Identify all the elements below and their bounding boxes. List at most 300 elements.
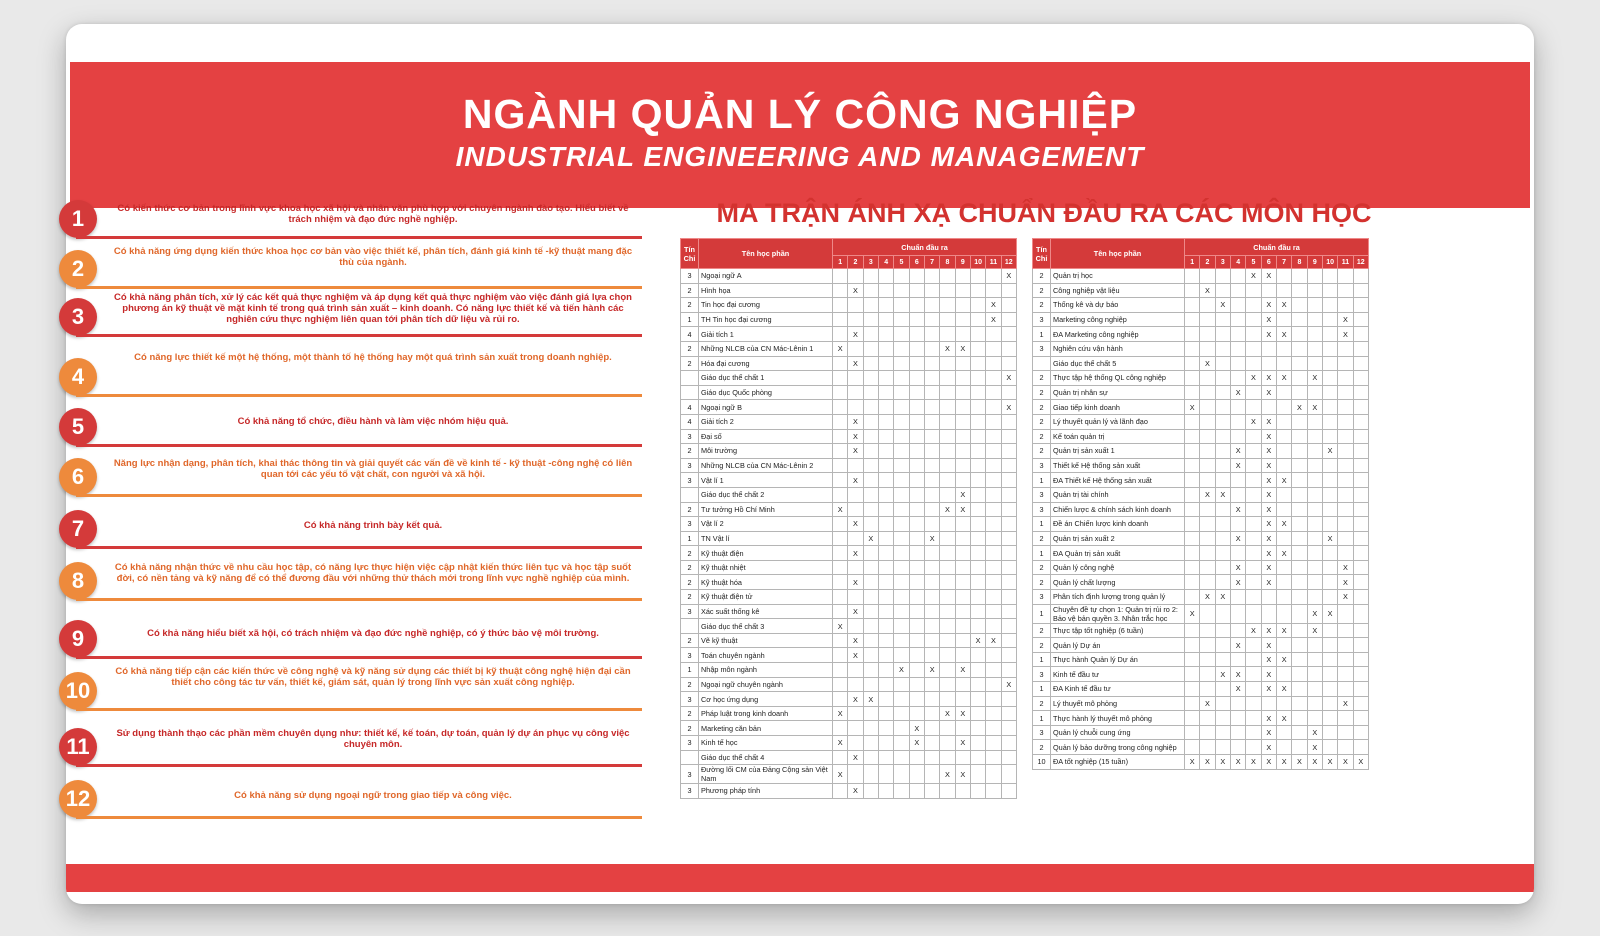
table-row bbox=[1033, 458, 1369, 473]
credits-cell: 3 bbox=[1033, 725, 1051, 740]
course-name-cell: Quản trị sản xuất 1 bbox=[1051, 444, 1185, 459]
mark-cell bbox=[1215, 385, 1230, 400]
mark-cell bbox=[1200, 652, 1215, 667]
course-name-cell: Kế toán quản trị bbox=[1051, 429, 1185, 444]
mark-cell bbox=[1338, 414, 1353, 429]
mark-cell bbox=[1185, 298, 1200, 313]
mark-cell bbox=[863, 341, 878, 356]
mark-cell bbox=[1276, 667, 1291, 682]
mark-cell bbox=[1215, 725, 1230, 740]
mark-cell bbox=[878, 736, 893, 751]
mark-cell bbox=[894, 269, 909, 284]
mark-cell bbox=[848, 341, 863, 356]
mark-cell bbox=[924, 546, 939, 561]
mark-cell bbox=[1307, 312, 1322, 327]
outcome-number-badge: 8 bbox=[59, 562, 97, 600]
mark-cell bbox=[970, 663, 985, 678]
mark-cell bbox=[1322, 327, 1337, 342]
mark-cell bbox=[1338, 385, 1353, 400]
mark-cell bbox=[986, 546, 1001, 561]
table-row bbox=[1033, 298, 1369, 313]
mark-cell bbox=[833, 429, 848, 444]
mark-cell bbox=[1200, 371, 1215, 386]
credits-cell: 1 bbox=[1033, 473, 1051, 488]
mark-cell bbox=[1322, 667, 1337, 682]
mark-cell bbox=[1338, 283, 1353, 298]
course-name-cell: Giáo dục thể chất 4 bbox=[699, 750, 833, 765]
mark-cell bbox=[970, 327, 985, 342]
mark-cell bbox=[1353, 487, 1368, 502]
mark-cell bbox=[1001, 765, 1016, 784]
mark-cell bbox=[1246, 725, 1261, 740]
mark-cell: X bbox=[1215, 487, 1230, 502]
mark-cell: X bbox=[848, 575, 863, 590]
mark-cell: X bbox=[848, 356, 863, 371]
mark-cell bbox=[940, 385, 955, 400]
outcome-underline bbox=[76, 816, 642, 819]
credits-cell: 1 bbox=[681, 531, 699, 546]
mark-cell bbox=[909, 400, 924, 415]
mark-cell bbox=[924, 487, 939, 502]
mark-cell: X bbox=[1230, 575, 1245, 590]
mark-cell bbox=[1292, 531, 1307, 546]
mark-cell bbox=[1276, 604, 1291, 623]
mark-cell: X bbox=[986, 633, 1001, 648]
mark-cell bbox=[1307, 444, 1322, 459]
mark-cell bbox=[833, 356, 848, 371]
mark-cell: X bbox=[1276, 755, 1291, 770]
table-row bbox=[1033, 312, 1369, 327]
mark-cell bbox=[909, 356, 924, 371]
outcome-text: Có kiến thức cơ bản trong lĩnh vực khoa học xã hội và nhân văn phù hợp với chuyên ngành đào tạo. Hiểu biết về trách nhiệm và đạo đức nghề nghiệp. bbox=[117, 203, 629, 225]
mark-cell bbox=[833, 269, 848, 284]
credits-cell: 2 bbox=[681, 444, 699, 459]
course-name-cell: Cơ học ứng dụng bbox=[699, 692, 833, 707]
mark-cell: X bbox=[1261, 385, 1276, 400]
table-row bbox=[681, 721, 1017, 736]
mark-cell bbox=[1322, 590, 1337, 605]
mark-cell: X bbox=[1292, 755, 1307, 770]
mark-cell bbox=[955, 560, 970, 575]
mark-cell: X bbox=[1215, 590, 1230, 605]
mark-cell bbox=[940, 604, 955, 619]
header-outcome-col-4: 4 bbox=[878, 256, 893, 269]
mark-cell bbox=[1200, 327, 1215, 342]
outcome-underline bbox=[76, 286, 642, 289]
mark-cell bbox=[1001, 692, 1016, 707]
mark-cell bbox=[1215, 502, 1230, 517]
mark-cell bbox=[1292, 371, 1307, 386]
table-row bbox=[681, 784, 1017, 799]
mark-cell bbox=[894, 458, 909, 473]
table-row bbox=[1033, 356, 1369, 371]
table-row bbox=[1033, 473, 1369, 488]
mark-cell bbox=[1292, 560, 1307, 575]
mark-cell bbox=[1246, 327, 1261, 342]
mark-cell bbox=[894, 400, 909, 415]
mark-cell bbox=[833, 560, 848, 575]
mark-cell bbox=[909, 283, 924, 298]
outcome-underline bbox=[76, 546, 642, 549]
mark-cell bbox=[863, 765, 878, 784]
mark-cell bbox=[848, 765, 863, 784]
mark-cell bbox=[909, 765, 924, 784]
mark-cell bbox=[1001, 648, 1016, 663]
mark-cell bbox=[940, 473, 955, 488]
mark-cell bbox=[1276, 385, 1291, 400]
course-name-cell: TN Vật lí bbox=[699, 531, 833, 546]
mark-cell bbox=[970, 517, 985, 532]
mark-cell bbox=[1215, 356, 1230, 371]
mark-cell bbox=[863, 784, 878, 799]
credits-cell: 1 bbox=[681, 312, 699, 327]
mark-cell bbox=[1322, 429, 1337, 444]
mark-cell bbox=[894, 414, 909, 429]
table-row bbox=[1033, 502, 1369, 517]
course-name-cell: Kỹ thuật điện tử bbox=[699, 590, 833, 605]
credits-cell: 3 bbox=[1033, 458, 1051, 473]
credits-cell: 2 bbox=[1033, 740, 1051, 755]
mark-cell bbox=[1338, 269, 1353, 284]
mark-cell bbox=[1353, 429, 1368, 444]
mark-cell bbox=[924, 677, 939, 692]
credits-cell: 2 bbox=[1033, 575, 1051, 590]
mark-cell bbox=[924, 619, 939, 634]
mark-cell bbox=[1307, 341, 1322, 356]
table-row bbox=[1033, 269, 1369, 284]
mark-cell bbox=[1185, 371, 1200, 386]
mark-cell bbox=[970, 341, 985, 356]
mark-cell bbox=[1215, 696, 1230, 711]
mark-cell: X bbox=[1338, 590, 1353, 605]
mark-cell bbox=[1200, 667, 1215, 682]
mark-cell bbox=[909, 429, 924, 444]
course-name-cell: Tư tưởng Hồ Chí Minh bbox=[699, 502, 833, 517]
mark-cell: X bbox=[986, 312, 1001, 327]
mark-cell bbox=[970, 590, 985, 605]
mark-cell bbox=[833, 531, 848, 546]
mark-cell bbox=[1276, 696, 1291, 711]
mark-cell bbox=[1322, 696, 1337, 711]
mark-cell bbox=[909, 517, 924, 532]
table-row bbox=[681, 575, 1017, 590]
table-row bbox=[681, 327, 1017, 342]
mark-cell bbox=[970, 648, 985, 663]
mark-cell bbox=[894, 444, 909, 459]
mark-cell: X bbox=[1276, 371, 1291, 386]
mark-cell bbox=[1215, 623, 1230, 638]
mark-cell bbox=[1261, 696, 1276, 711]
credits-cell bbox=[1033, 356, 1051, 371]
mark-cell bbox=[1322, 517, 1337, 532]
mark-cell bbox=[1246, 473, 1261, 488]
course-name-cell: ĐA Thiết kế Hệ thống sản xuất bbox=[1051, 473, 1185, 488]
mark-cell bbox=[1276, 414, 1291, 429]
mark-cell bbox=[1322, 546, 1337, 561]
mark-cell bbox=[1276, 502, 1291, 517]
mark-cell: X bbox=[924, 663, 939, 678]
mark-cell bbox=[1001, 663, 1016, 678]
header-outcome-col-1: 1 bbox=[1185, 256, 1200, 269]
course-name-cell: Giáo dục thể chất 2 bbox=[699, 487, 833, 502]
credits-cell: 2 bbox=[1033, 400, 1051, 415]
mark-cell bbox=[1353, 473, 1368, 488]
mark-cell bbox=[878, 502, 893, 517]
course-name-cell: ĐA Marketing công nghiệp bbox=[1051, 327, 1185, 342]
mark-cell bbox=[848, 721, 863, 736]
header-outcome-col-3: 3 bbox=[863, 256, 878, 269]
credits-cell: 3 bbox=[1033, 590, 1051, 605]
course-name-cell: Marketing công nghiệp bbox=[1051, 312, 1185, 327]
mark-cell bbox=[863, 312, 878, 327]
mark-cell bbox=[894, 298, 909, 313]
mark-cell bbox=[1322, 682, 1337, 697]
mark-cell bbox=[955, 546, 970, 561]
table-row bbox=[681, 502, 1017, 517]
credits-cell: 3 bbox=[681, 458, 699, 473]
mark-cell bbox=[1200, 575, 1215, 590]
mark-cell bbox=[833, 692, 848, 707]
mark-cell: X bbox=[1246, 269, 1261, 284]
mark-cell bbox=[940, 575, 955, 590]
course-name-cell: Thiết kế Hệ thống sản xuất bbox=[1051, 458, 1185, 473]
mark-cell bbox=[848, 269, 863, 284]
mark-cell: X bbox=[1261, 531, 1276, 546]
mark-cell bbox=[955, 604, 970, 619]
header-credits: Tín Chỉ bbox=[1033, 239, 1051, 269]
mark-cell bbox=[986, 487, 1001, 502]
mark-cell bbox=[955, 750, 970, 765]
mark-cell bbox=[1292, 604, 1307, 623]
mark-cell bbox=[1001, 517, 1016, 532]
mark-cell bbox=[1001, 356, 1016, 371]
course-name-cell: Lý thuyết quản lý và lãnh đạo bbox=[1051, 414, 1185, 429]
mark-cell bbox=[924, 356, 939, 371]
mark-cell bbox=[924, 371, 939, 386]
outcome-underline bbox=[76, 764, 642, 767]
mark-cell bbox=[940, 298, 955, 313]
mark-cell bbox=[970, 692, 985, 707]
mark-cell bbox=[1307, 575, 1322, 590]
course-name-cell: Công nghiệp vật liệu bbox=[1051, 283, 1185, 298]
header-course-name: Tên học phần bbox=[1051, 239, 1185, 269]
mark-cell bbox=[863, 663, 878, 678]
mark-cell bbox=[924, 312, 939, 327]
credits-cell: 3 bbox=[681, 784, 699, 799]
mark-cell bbox=[833, 371, 848, 386]
mark-cell bbox=[1353, 312, 1368, 327]
mark-cell bbox=[1338, 652, 1353, 667]
mark-cell: X bbox=[848, 414, 863, 429]
outcome-underline bbox=[76, 494, 642, 497]
course-name-cell: ĐA tốt nghiệp (15 tuần) bbox=[1051, 755, 1185, 770]
mark-cell bbox=[955, 371, 970, 386]
mark-cell bbox=[833, 458, 848, 473]
mark-cell bbox=[909, 269, 924, 284]
mark-cell: X bbox=[1261, 517, 1276, 532]
mark-cell bbox=[1246, 400, 1261, 415]
mark-cell bbox=[924, 327, 939, 342]
mark-cell: X bbox=[955, 736, 970, 751]
mark-cell bbox=[833, 444, 848, 459]
mark-cell bbox=[894, 604, 909, 619]
outcome-underline bbox=[76, 236, 642, 239]
credits-cell: 1 bbox=[681, 663, 699, 678]
mark-cell bbox=[1322, 638, 1337, 653]
mark-cell bbox=[909, 784, 924, 799]
mark-cell bbox=[833, 663, 848, 678]
mark-cell: X bbox=[955, 706, 970, 721]
table-row bbox=[1033, 623, 1369, 638]
table-row bbox=[1033, 682, 1369, 697]
mark-cell bbox=[1353, 725, 1368, 740]
table-row bbox=[681, 312, 1017, 327]
mark-cell bbox=[1185, 341, 1200, 356]
mark-cell bbox=[1215, 711, 1230, 726]
mark-cell bbox=[986, 706, 1001, 721]
credits-cell: 3 bbox=[1033, 312, 1051, 327]
mark-cell bbox=[894, 706, 909, 721]
header-outcome-col-10: 10 bbox=[970, 256, 985, 269]
mark-cell bbox=[1261, 356, 1276, 371]
mark-cell bbox=[1215, 414, 1230, 429]
mark-cell bbox=[986, 531, 1001, 546]
mark-cell bbox=[878, 531, 893, 546]
mark-cell bbox=[1353, 458, 1368, 473]
mark-cell bbox=[986, 502, 1001, 517]
mark-cell bbox=[863, 633, 878, 648]
mark-cell bbox=[1338, 667, 1353, 682]
mark-cell bbox=[1215, 473, 1230, 488]
outcome-number-badge: 10 bbox=[59, 672, 97, 710]
course-name-cell: Giáo dục thể chất 3 bbox=[699, 619, 833, 634]
mark-cell bbox=[1276, 400, 1291, 415]
table-row bbox=[681, 385, 1017, 400]
mark-cell bbox=[833, 604, 848, 619]
mark-cell bbox=[1001, 458, 1016, 473]
outcome-number-badge: 3 bbox=[59, 298, 97, 336]
mark-cell bbox=[1353, 327, 1368, 342]
course-name-cell: Hình họa bbox=[699, 283, 833, 298]
mark-cell bbox=[1322, 711, 1337, 726]
mark-cell bbox=[863, 560, 878, 575]
mark-cell: X bbox=[1261, 429, 1276, 444]
mark-cell bbox=[1185, 385, 1200, 400]
mark-cell bbox=[986, 648, 1001, 663]
mark-cell bbox=[1338, 473, 1353, 488]
mark-cell bbox=[986, 663, 1001, 678]
course-name-cell: Ngoại ngữ chuyên ngành bbox=[699, 677, 833, 692]
mark-cell: X bbox=[1200, 356, 1215, 371]
credits-cell: 2 bbox=[1033, 283, 1051, 298]
outcome-4 bbox=[50, 352, 670, 396]
mark-cell bbox=[940, 487, 955, 502]
mark-cell bbox=[1230, 546, 1245, 561]
mark-cell: X bbox=[1292, 400, 1307, 415]
mark-cell bbox=[878, 473, 893, 488]
mark-cell bbox=[833, 750, 848, 765]
mark-cell bbox=[1353, 341, 1368, 356]
mark-cell bbox=[986, 444, 1001, 459]
mark-cell bbox=[1353, 546, 1368, 561]
mark-cell: X bbox=[848, 692, 863, 707]
mark-cell bbox=[863, 298, 878, 313]
mark-cell bbox=[1215, 531, 1230, 546]
course-name-cell: ĐA Quản trị sản xuất bbox=[1051, 546, 1185, 561]
mark-cell bbox=[970, 560, 985, 575]
mark-cell bbox=[940, 560, 955, 575]
credits-cell: 3 bbox=[681, 429, 699, 444]
mark-cell bbox=[955, 298, 970, 313]
outcome-9 bbox=[50, 618, 670, 658]
course-name-cell: Ngoại ngữ A bbox=[699, 269, 833, 284]
mark-cell bbox=[909, 473, 924, 488]
mark-cell bbox=[924, 341, 939, 356]
mark-cell bbox=[863, 736, 878, 751]
mark-cell bbox=[1292, 385, 1307, 400]
table-row bbox=[681, 298, 1017, 313]
mark-cell: X bbox=[1261, 327, 1276, 342]
credits-cell: 2 bbox=[681, 677, 699, 692]
mark-cell bbox=[878, 575, 893, 590]
course-name-cell: Pháp luật trong kinh doanh bbox=[699, 706, 833, 721]
table-row bbox=[1033, 560, 1369, 575]
course-name-cell: Giáo dục thể chất 1 bbox=[699, 371, 833, 386]
mark-cell bbox=[940, 721, 955, 736]
outcome-1 bbox=[50, 198, 670, 238]
table-row bbox=[1033, 385, 1369, 400]
course-name-cell: Giáo dục thể chất 5 bbox=[1051, 356, 1185, 371]
mark-cell bbox=[863, 414, 878, 429]
mark-cell bbox=[1185, 560, 1200, 575]
mark-cell bbox=[1276, 341, 1291, 356]
mark-cell bbox=[1292, 312, 1307, 327]
table-row bbox=[681, 444, 1017, 459]
mark-cell: X bbox=[1261, 740, 1276, 755]
course-name-cell: Kỹ thuật điện bbox=[699, 546, 833, 561]
mark-cell bbox=[1215, 682, 1230, 697]
mark-cell bbox=[1215, 327, 1230, 342]
mark-cell bbox=[1322, 623, 1337, 638]
mark-cell bbox=[955, 784, 970, 799]
mark-cell bbox=[878, 590, 893, 605]
mark-cell bbox=[1246, 531, 1261, 546]
mark-cell bbox=[1230, 327, 1245, 342]
mark-cell bbox=[878, 619, 893, 634]
table-row bbox=[681, 692, 1017, 707]
mark-cell bbox=[1322, 385, 1337, 400]
mark-cell bbox=[909, 706, 924, 721]
mark-cell bbox=[848, 371, 863, 386]
mark-cell bbox=[924, 575, 939, 590]
mark-cell bbox=[833, 633, 848, 648]
mark-cell bbox=[1353, 682, 1368, 697]
mark-cell: X bbox=[848, 546, 863, 561]
mark-cell bbox=[1322, 740, 1337, 755]
course-name-cell: TH Tin học đại cương bbox=[699, 312, 833, 327]
mark-cell bbox=[1276, 283, 1291, 298]
title-vietnamese: NGÀNH QUẢN LÝ CÔNG NGHIỆP bbox=[462, 91, 1138, 137]
table-row bbox=[681, 677, 1017, 692]
credits-cell: 1 bbox=[1033, 711, 1051, 726]
mark-cell bbox=[986, 736, 1001, 751]
mark-cell bbox=[986, 458, 1001, 473]
mark-cell bbox=[1322, 502, 1337, 517]
mark-cell bbox=[1353, 638, 1368, 653]
mark-cell bbox=[1246, 356, 1261, 371]
mark-cell bbox=[1292, 711, 1307, 726]
mark-cell bbox=[940, 429, 955, 444]
